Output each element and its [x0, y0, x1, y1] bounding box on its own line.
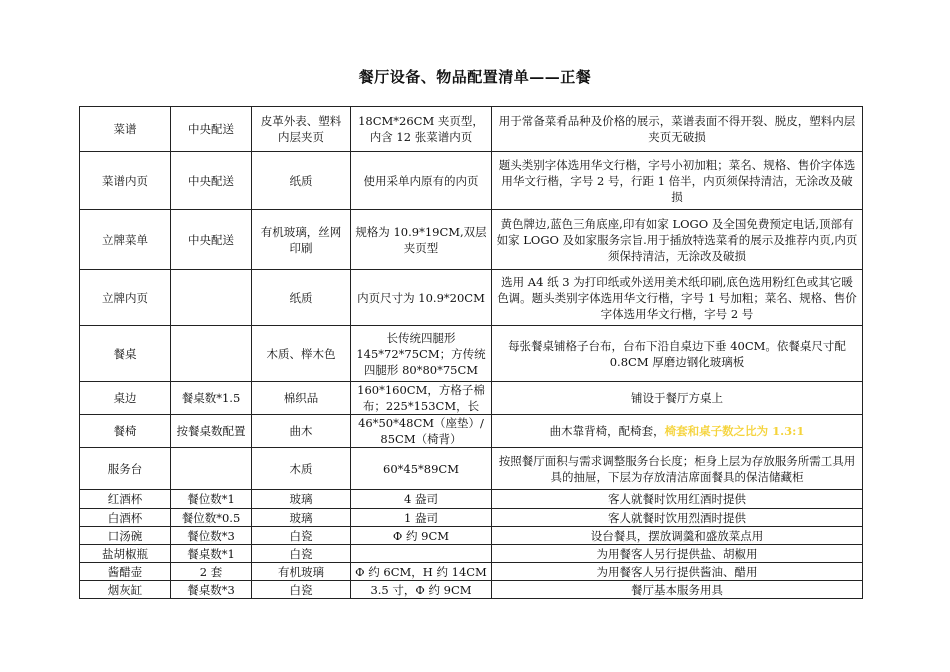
quantity-cell	[171, 490, 252, 509]
quantity-cell	[171, 210, 252, 270]
spec-cell-text: 18CM*26CM 夹页型，内含 12 张菜谱内页	[358, 114, 484, 144]
spec-cell	[351, 448, 492, 490]
spec-cell	[351, 545, 492, 563]
material-cell-text: 有机玻璃，丝网印刷	[260, 224, 342, 255]
spec-cell-text: 长传统四腿形 145*72*75CM；方传统四腿形 80*80*75CM	[356, 330, 486, 377]
material-cell-text: 纸质	[289, 290, 313, 305]
spec-cell	[351, 527, 492, 545]
item-name-cell-text: 桌边	[113, 391, 137, 405]
material-cell	[252, 415, 351, 448]
material-cell-text: 木质、榉木色	[266, 346, 336, 361]
description-cell	[492, 581, 863, 599]
table-row	[80, 581, 863, 599]
table-row	[80, 107, 863, 152]
item-name-cell-text: 菜谱	[113, 122, 137, 136]
quantity-cell-text: 中央配送	[188, 173, 234, 188]
table-row	[80, 490, 863, 509]
highlighted-note: 椅套和桌子数之比为 1.3:1	[664, 424, 805, 438]
item-name-cell-text: 餐桌	[113, 346, 137, 361]
table-row	[80, 448, 863, 490]
description-cell	[492, 448, 863, 490]
description-cell	[492, 326, 863, 382]
item-name-cell	[80, 581, 171, 599]
quantity-cell	[171, 107, 252, 152]
spec-cell-text: 使用采单内原有的内页	[363, 173, 479, 188]
material-cell-text: 玻璃	[289, 492, 313, 506]
description-cell-text: 用于常备菜肴品种及价格的展示，菜谱表面不得开裂、脱皮，塑料内层夹页无破损	[498, 114, 856, 144]
spec-cell-text: Φ 约 9CM	[392, 528, 450, 543]
material-cell	[252, 382, 351, 415]
table-row	[80, 545, 863, 563]
description-cell-text: 每张餐桌铺格子台布，台布下沿自桌边下垂 40CM。依餐桌尺寸配 0.8CM 厚磨边钢化玻璃板	[508, 338, 846, 369]
item-name-cell-text: 餐椅	[113, 424, 137, 438]
material-cell-text: 白瓷	[289, 546, 313, 561]
page-title: 餐厅设备、物品配置清单——正餐	[358, 68, 592, 86]
spec-cell	[351, 326, 492, 382]
description-cell	[492, 509, 863, 527]
material-cell	[252, 270, 351, 326]
material-cell-text: 玻璃	[289, 510, 313, 525]
item-name-cell	[80, 527, 171, 545]
description-cell-text: 客人就餐时饮用烈酒时提供	[608, 510, 746, 525]
description-cell	[492, 415, 863, 448]
quantity-cell	[171, 581, 252, 599]
item-name-cell-text: 盐胡椒瓶	[102, 546, 148, 561]
material-cell	[252, 581, 351, 599]
quantity-cell-text: 餐桌数*1	[187, 546, 235, 561]
table-row	[80, 270, 863, 326]
material-cell-text: 皮革外表、塑料内层夹页	[260, 114, 342, 144]
material-cell	[252, 210, 351, 270]
quantity-cell	[171, 527, 252, 545]
material-cell	[252, 107, 351, 152]
material-cell	[252, 152, 351, 210]
item-name-cell-text: 立牌内页	[102, 290, 148, 305]
quantity-cell-text: 餐位数*0.5	[181, 510, 241, 525]
description-cell-text: 曲木靠背椅，配椅套，	[549, 424, 665, 438]
table-row	[80, 382, 863, 415]
spec-cell	[351, 415, 492, 448]
spec-cell	[351, 210, 492, 270]
spec-cell-text: 规格为 10.9*19CM,双层夹页型	[355, 224, 487, 255]
material-cell	[252, 326, 351, 382]
spec-cell	[351, 581, 492, 599]
description-cell-text: 题头类别字体选用华文行楷，字号小初加粗；菜名、规格、售价字体选用华文行楷，字号 2 号，行距 1 倍半，内页须保持清洁，无涂改及破损	[498, 157, 856, 204]
material-cell-text: 有机玻璃	[278, 564, 324, 579]
item-name-cell	[80, 448, 171, 490]
item-name-cell	[80, 415, 171, 448]
material-cell	[252, 490, 351, 509]
table-row	[80, 563, 863, 581]
item-name-cell-text: 服务台	[107, 461, 143, 476]
item-name-cell	[80, 509, 171, 527]
item-name-cell-text: 烟灰缸	[107, 582, 143, 597]
item-name-cell	[80, 326, 171, 382]
material-cell	[252, 509, 351, 527]
spec-cell-text: Φ 约 6CM，H 约 14CM	[355, 564, 487, 579]
quantity-cell	[171, 382, 252, 415]
material-cell	[252, 545, 351, 563]
item-name-cell	[80, 107, 171, 152]
spec-cell-text: 1 盎司	[404, 510, 438, 525]
description-cell	[492, 545, 863, 563]
description-cell	[492, 527, 863, 545]
item-name-cell	[80, 490, 171, 509]
description-cell	[492, 270, 863, 326]
description-cell	[492, 563, 863, 581]
description-cell-text: 选用 A4 纸 3 为打印纸或外送用美术纸印刷,底色选用粉红色或其它暖色调。题头类别字体选用华文行楷，字号 1 号加粗；菜名、规格、售价字体选用华文行楷，字号 2 号	[497, 274, 857, 321]
description-cell	[492, 107, 863, 152]
description-cell-text: 客人就餐时饮用红酒时提供	[608, 492, 746, 506]
spec-cell-text: 160*160CM，方格子棉布；225*153CM，长	[357, 383, 485, 413]
spec-cell	[351, 270, 492, 326]
spec-cell-text: 3.5 寸，Φ 约 9CM	[370, 582, 472, 597]
description-cell	[492, 382, 863, 415]
description-cell-text: 按照餐厅面积与需求调整服务台长度；柜身上层为存放服务所需工具用具的抽屉，下层为存放清洁席面餐具的保洁储藏柜	[498, 453, 856, 484]
quantity-cell-text: 2 套	[199, 564, 223, 579]
item-name-cell	[80, 563, 171, 581]
quantity-cell-text: 餐桌数*3	[187, 582, 235, 597]
description-cell-text: 餐厅基本服务用具	[631, 582, 723, 597]
description-cell-text: 黄色牌边,蓝色三角底座,印有如家 LOGO 及全国免费预定电话,顶部有如家 LOGO 及如家服务宗旨.用于插放特选菜肴的展示及推荐内页,内页须保持清洁，无涂改及破损	[496, 216, 858, 263]
material-cell-text: 棉织品	[283, 391, 319, 405]
item-name-cell-text: 酱醋壶	[107, 564, 143, 579]
quantity-cell-text: 中央配送	[188, 232, 234, 247]
quantity-cell-text: 餐位数*1	[187, 492, 235, 506]
description-cell	[492, 490, 863, 509]
item-name-cell	[80, 382, 171, 415]
spec-cell	[351, 490, 492, 509]
spec-cell	[351, 382, 492, 415]
quantity-cell	[171, 152, 252, 210]
material-cell-text: 白瓷	[289, 528, 313, 543]
spec-cell-text: 内页尺寸为 10.9*20CM	[357, 290, 485, 305]
item-name-cell-text: 立牌菜单	[102, 232, 148, 247]
item-name-cell-text: 菜谱内页	[102, 173, 148, 188]
table-row	[80, 509, 863, 527]
material-cell-text: 白瓷	[289, 582, 313, 597]
material-cell-text: 纸质	[289, 173, 313, 188]
spec-cell-text: 46*50*48CM（座垫）/ 85CM（椅背）	[358, 416, 484, 446]
equipment-table	[79, 106, 863, 599]
item-name-cell	[80, 270, 171, 326]
item-name-cell	[80, 210, 171, 270]
table-row	[80, 527, 863, 545]
description-cell-text: 为用餐客人另行提供盐、胡椒用	[596, 546, 758, 561]
spec-cell	[351, 563, 492, 581]
description-cell	[492, 210, 863, 270]
spec-cell-text: 60*45*89CM	[383, 461, 459, 476]
quantity-cell-text: 餐位数*3	[187, 528, 235, 543]
quantity-cell	[171, 448, 252, 490]
description-cell-text: 设台餐具，摆放调羹和盛放菜点用	[590, 528, 764, 543]
table-row	[80, 415, 863, 448]
description-cell-text: 为用餐客人另行提供酱油、醋用	[596, 564, 758, 579]
quantity-cell	[171, 509, 252, 527]
material-cell-text: 曲木	[289, 424, 313, 438]
item-name-cell	[80, 545, 171, 563]
quantity-cell-text: 餐桌数*1.5	[181, 391, 241, 405]
item-name-cell-text: 红酒杯	[107, 492, 143, 506]
item-name-cell-text: 口汤碗	[107, 528, 143, 543]
item-name-cell-text: 白酒杯	[107, 510, 143, 525]
item-name-cell	[80, 152, 171, 210]
spec-cell-text: 4 盎司	[404, 492, 438, 506]
spec-cell	[351, 509, 492, 527]
material-cell	[252, 448, 351, 490]
table-row	[80, 152, 863, 210]
description-cell	[492, 152, 863, 210]
quantity-cell	[171, 545, 252, 563]
spec-cell	[351, 152, 492, 210]
table-row	[80, 210, 863, 270]
spec-cell	[351, 107, 492, 152]
quantity-cell	[171, 270, 252, 326]
material-cell-text: 木质	[289, 461, 313, 476]
table-row	[80, 326, 863, 382]
quantity-cell	[171, 563, 252, 581]
material-cell	[252, 527, 351, 545]
quantity-cell-text: 中央配送	[188, 122, 234, 136]
material-cell	[252, 563, 351, 581]
description-cell-text: 铺设于餐厅方桌上	[631, 391, 723, 405]
quantity-cell	[171, 415, 252, 448]
quantity-cell	[171, 326, 252, 382]
quantity-cell-text: 按餐桌数配置	[176, 424, 246, 438]
